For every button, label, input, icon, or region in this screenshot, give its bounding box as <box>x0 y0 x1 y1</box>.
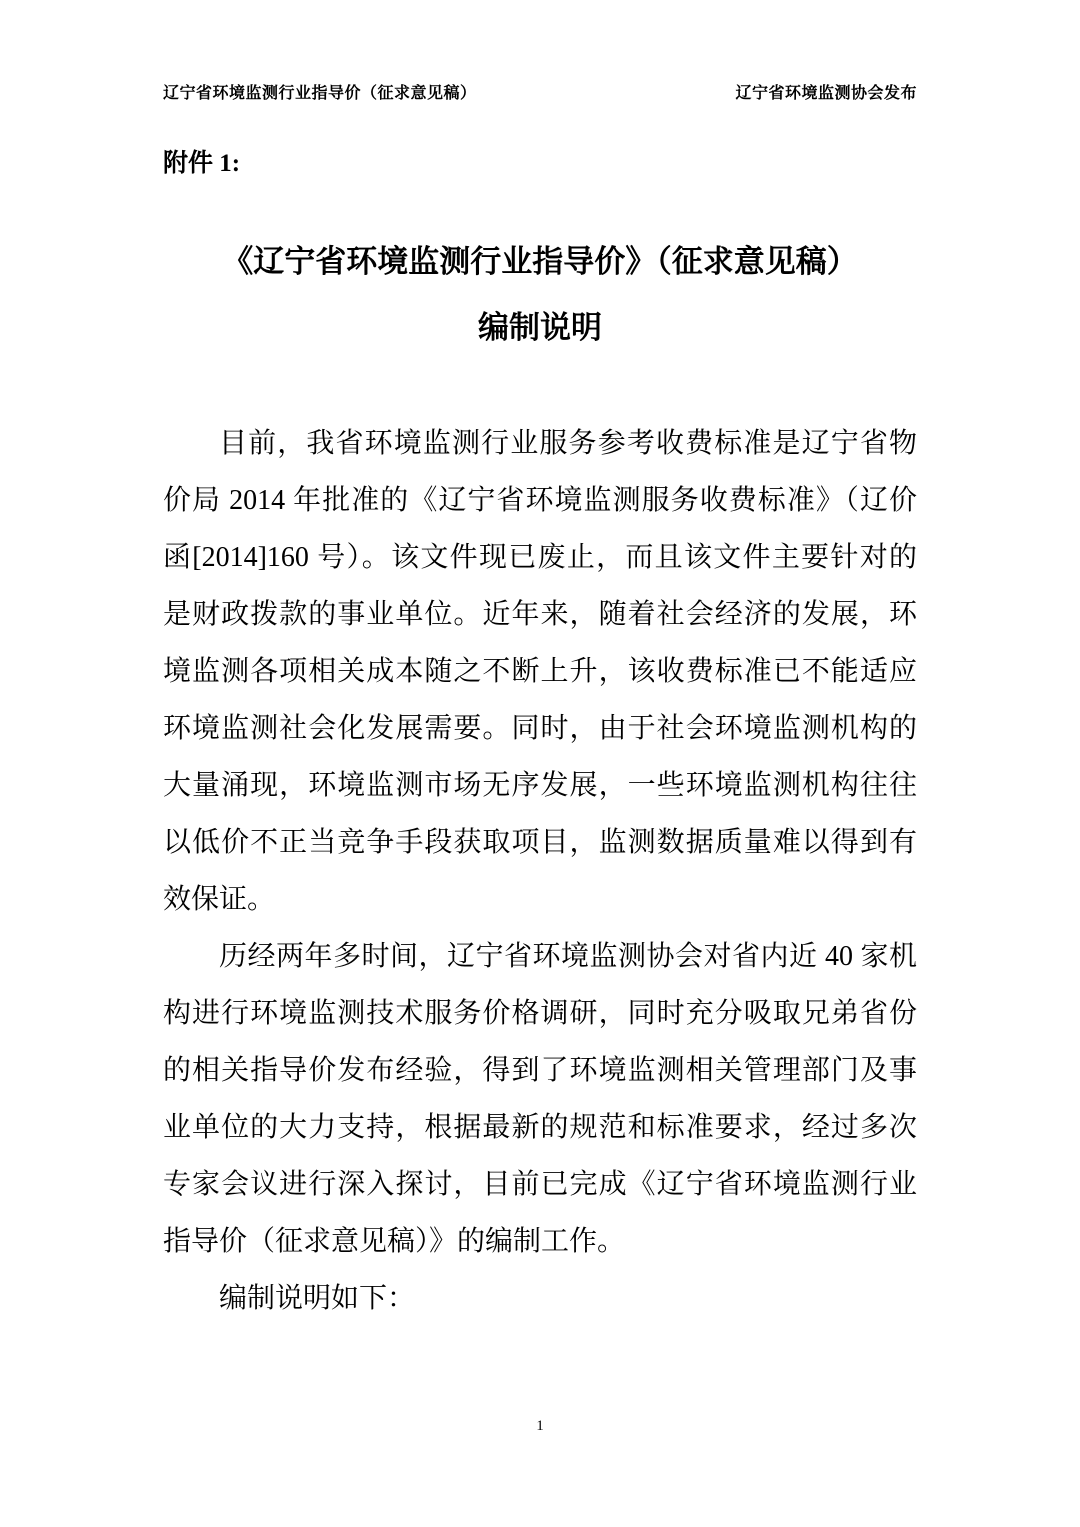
attachment-label: 附件 1: <box>163 150 241 177</box>
paragraph-line: 价局 2014 年批准的《辽宁省环境监测服务收费标准》（辽价 <box>163 485 917 516</box>
paragraph-line: 是财政拨款的事业单位。近年来，随着社会经济的发展，环 <box>163 599 917 630</box>
header-right-text: 辽宁省环境监测协会发布 <box>735 85 917 102</box>
document-title <box>0 229 1080 361</box>
page-header <box>0 0 1080 103</box>
paragraph-line: 大量涌现，环境监测市场无序发展，一些环境监测机构往往 <box>163 770 917 801</box>
document-body <box>163 415 917 1327</box>
paragraph-line: 编制说明如下： <box>219 1283 416 1314</box>
paragraph-line: 境监测各项相关成本随之不断上升，该收费标准已不能适应 <box>163 656 917 687</box>
document-title-line2: 编制说明 <box>478 310 602 345</box>
paragraph-line: 业单位的大力支持，根据最新的规范和标准要求，经过多次 <box>163 1112 917 1143</box>
paragraph-line: 历经两年多时间，辽宁省环境监测协会对省内近 40 家机 <box>219 941 917 972</box>
paragraph-line: 构进行环境监测技术服务价格调研，同时充分吸取兄弟省份 <box>163 998 917 1029</box>
paragraph-line: 效保证。 <box>163 884 276 915</box>
paragraph-line: 目前，我省环境监测行业服务参考收费标准是辽宁省物 <box>219 428 917 459</box>
header-left-text: 辽宁省环境监测行业指导价（征求意见稿） <box>163 85 477 102</box>
paragraph-line: 以低价不正当竞争手段获取项目，监测数据质量难以得到有 <box>163 827 917 858</box>
document-title-line1: 《辽宁省环境监测行业指导价》（征求意见稿） <box>222 244 858 279</box>
paragraph-line: 函[2014]160 号）。该文件现已废止，而且该文件主要针对的 <box>163 542 917 573</box>
page-number: 1 <box>536 1418 544 1434</box>
paragraph-line: 专家会议进行深入探讨，目前已完成《辽宁省环境监测行业 <box>163 1169 917 1200</box>
paragraph-line: 指导价（征求意见稿）》的编制工作。 <box>163 1226 626 1257</box>
paragraph-line: 环境监测社会化发展需要。同时，由于社会环境监测机构的 <box>163 713 917 744</box>
paragraph-line: 的相关指导价发布经验，得到了环境监测相关管理部门及事 <box>163 1055 917 1086</box>
